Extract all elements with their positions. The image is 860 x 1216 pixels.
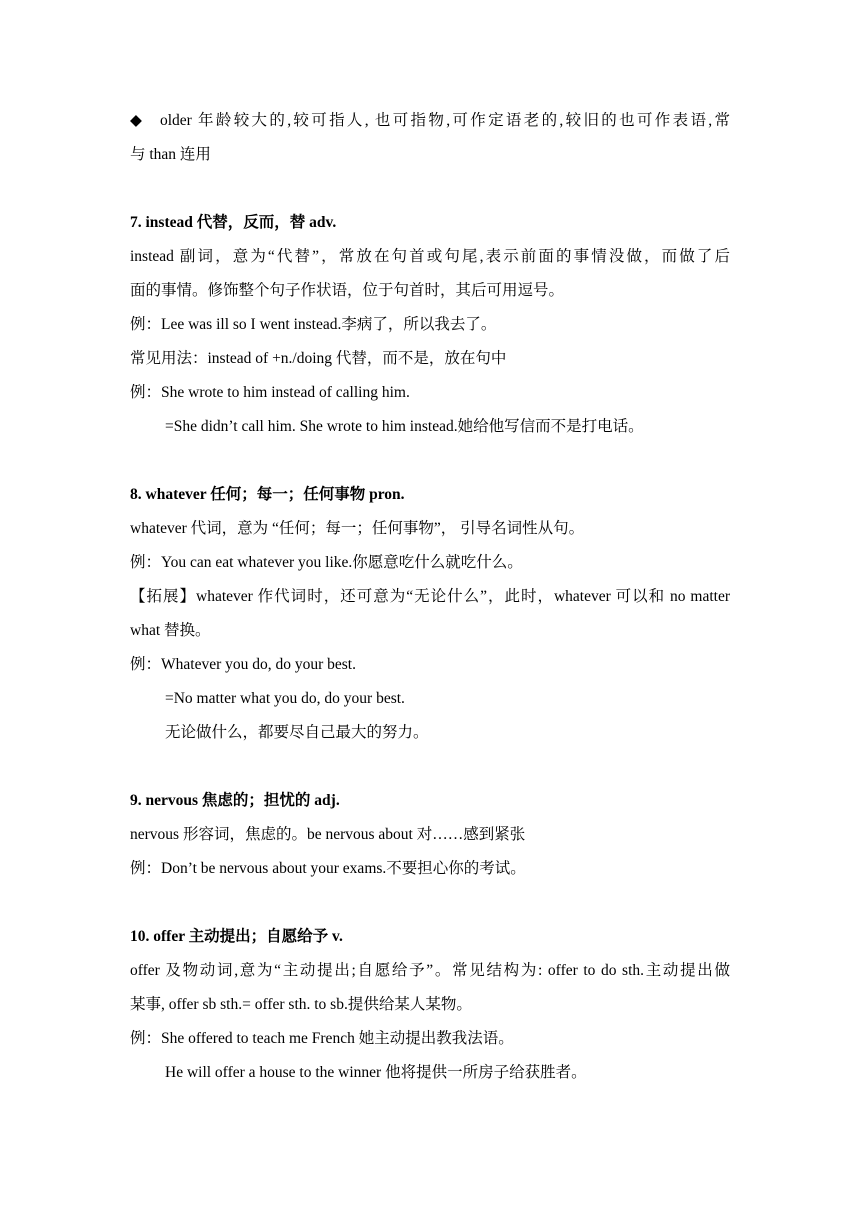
offer-example-1: 例：She offered to teach me French 她主动提出教我法语。 [130,1030,514,1047]
instead-description-1: instead 副词，意为“代替”，常放在句首或句尾,表示前面的事情没做，而做了后 [130,248,730,265]
instead-example-2-alt: =She didn’t call him. She wrote to him instead.她给他写信而不是打电话。 [165,418,644,435]
older-line-2: 与 than 连用 [130,146,211,163]
offer-description-2: 某事, offer sb sth.= offer sth. to sb.提供给某人某物。 [130,996,472,1013]
instead-description-2: 面的事情。修饰整个句子作状语，位于句首时，其后可用逗号。 [130,282,565,299]
diamond-bullet-icon: ◆ [130,112,142,129]
offer-example-2: He will offer a house to the winner 他将提供一所房子给获胜者。 [165,1064,587,1081]
section-heading-offer: 10. offer 主动提出；自愿给予 v. [130,928,343,945]
instead-example-1: 例：Lee was ill so I went instead.李病了，所以我去了。 [130,316,497,333]
whatever-description: whatever 代词，意为 “任何；每一；任何事物”， 引导名词性从句。 [130,520,585,537]
whatever-example-2-alt: =No matter what you do, do your best. [165,690,405,707]
nervous-description: nervous 形容词，焦虑的。be nervous about 对……感到紧张 [130,826,526,843]
instead-example-2: 例：She wrote to him instead of calling him. [130,384,410,401]
whatever-example-2: 例：Whatever you do, do your best. [130,656,356,673]
section-heading-whatever: 8. whatever 任何；每一；任何事物 pron. [130,486,405,503]
spacer [130,886,730,920]
whatever-example-2-chinese: 无论做什么，都要尽自己最大的努力。 [165,724,429,741]
spacer [130,444,730,478]
older-text: older 年龄较大的,较可指人, 也可指物,可作定语老的,较旧的也可作表语,常 [160,112,730,129]
spacer [130,750,730,784]
nervous-example: 例：Don’t be nervous about your exams.不要担心你的考试。 [130,860,526,877]
instead-usage: 常见用法：instead of +n./doing 代替，而不是，放在句中 [130,350,507,367]
document-body [130,104,730,1090]
section-heading-instead: 7. instead 代替，反而，替 adv. [130,214,337,231]
older-line-1 [130,104,730,138]
section-heading-nervous: 9. nervous 焦虑的；担忧的 adj. [130,792,340,809]
offer-description-1: offer 及物动词,意为“主动提出;自愿给予”。常见结构为: offer to do sth.主动提出做 [130,962,730,979]
spacer [130,172,730,206]
whatever-example-1: 例：You can eat whatever you like.你愿意吃什么就吃什么。 [130,554,523,571]
whatever-extension-2: what 替换。 [130,622,211,639]
whatever-extension-1: 【拓展】whatever 作代词时，还可意为“无论什么”，此时，whatever 可以和 no matter [130,588,730,605]
